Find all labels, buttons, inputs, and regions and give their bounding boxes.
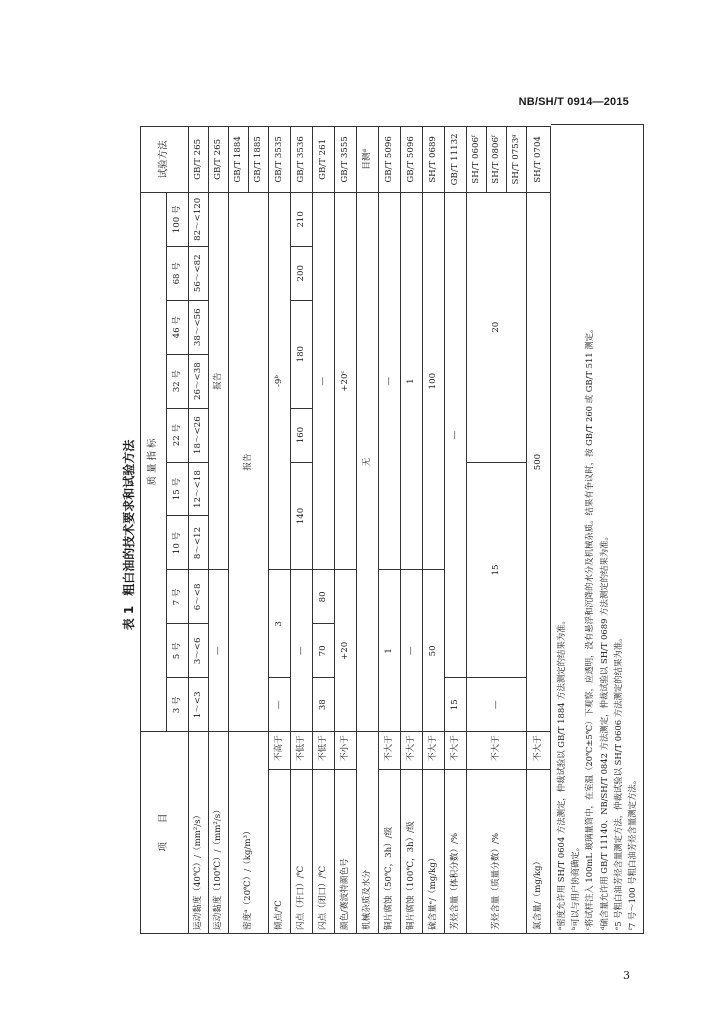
table-block [116,126,638,934]
table-cell: — [445,192,467,677]
table-cell: +20 [335,570,357,732]
row-label: 运动黏度（40℃）/（mm²/s） [189,732,209,934]
note: ᵃ密度允许用 SH/T 0604 方法测定，仲裁试验以 GB/T 1884 方法测定的结果为准。 [556,616,566,930]
rotated-table-area [116,126,638,934]
grade-header: 32 号 [167,354,189,408]
grade-header: 100 号 [167,192,189,246]
method-cell: GB/T 1885 [249,127,269,193]
method-cell: SH/T 0806ᶠ [487,127,507,193]
table-cell: 1 [379,570,401,732]
table-cell: 210 [291,192,313,246]
table-cell: 82～<120 [189,192,209,246]
table-cell: 报告 [209,192,229,570]
requirement: 不大于 [445,732,467,770]
table-cell: — [209,570,229,732]
table-row [291,127,313,934]
table-row [527,127,551,934]
table-cell: 500 [527,192,551,731]
table-cell: 50 [423,570,445,732]
row-label: 铜片腐蚀（50℃，3h）/级 [379,769,401,933]
row-label: 运动黏度（100℃）/（mm²/s） [209,732,229,934]
table-cell: 38 [313,678,335,732]
table-cell: 1～<3 [189,678,209,732]
requirement: 不小于 [335,732,357,770]
table-row [379,127,401,934]
method-cell: GB/T 1884 [229,127,249,193]
caption-title: 粗白油的技术要求和试验方法 [122,439,136,596]
table-cell: 160 [291,408,313,462]
grade-header: 10 号 [167,516,189,570]
note: ᵈ硫含量允许用 GB/T 11140、NB/SH/T 0842 方法测定，仲裁试验以 SH/T 0689 方法测定的结果为准。 [598,532,609,930]
table-cell: 80 [313,570,335,624]
method-cell: GB/T 261 [313,127,335,193]
table-cell: 180 [291,300,313,408]
spec-table [140,126,551,934]
table-cell: 70 [313,624,335,678]
requirement: 不大于 [401,732,423,770]
requirement: 不大于 [379,732,401,770]
requirement: 不高于 [269,732,291,770]
table-cell: — [401,570,423,732]
row-label: 芳烃含量（质量分数）/% [467,769,527,933]
table-row [313,127,335,934]
method-cell: GB/T 265 [209,127,229,193]
table-cell: 20 [467,192,527,462]
table-cell: — [291,570,313,732]
table-cell: 1 [401,192,423,570]
table-row [357,127,379,934]
requirement: 不低于 [313,732,335,770]
method-cell: GB/T 3536 [291,127,313,193]
table-cell: 140 [291,462,313,570]
table-cell: 3 [269,570,291,678]
table-row [467,127,487,934]
grade-header: 5 号 [167,624,189,678]
table-cell: 200 [291,246,313,300]
table-cell: 3～<6 [189,624,209,678]
table-row [269,127,291,934]
table-cell: 56～<82 [189,246,209,300]
table-cell: 26～<38 [189,354,209,408]
table-cell: -9ᵇ [269,192,291,570]
table-cell: 6～<8 [189,570,209,624]
grade-header: 7 号 [167,570,189,624]
table-row [423,127,445,934]
row-label: 闪点（开口）/℃ [291,769,313,933]
col-quality-header: 质 量 指 标 [141,192,167,731]
grade-header: 46 号 [167,300,189,354]
method-cell: GB/T 3535 [269,127,291,193]
table-caption [118,126,140,934]
requirement: 不大于 [423,732,445,770]
method-cell: GB/T 11132 [445,127,467,193]
caption-label: 表 1 [122,605,136,631]
table-cell: — [379,192,401,570]
grade-header: 68 号 [167,246,189,300]
table-cell: 15 [445,678,467,732]
table-cell: — [313,192,335,570]
table-cell: 18～<26 [189,408,209,462]
row-label: 铜片腐蚀（100℃，3h）/级 [401,769,423,933]
requirement: 不低于 [291,732,313,770]
row-label: 倾点/℃ [269,769,291,933]
row-label: 硫含量ᵉ/（mg/kg） [423,769,445,933]
row-label: 闪点（闭口）/℃ [313,769,335,933]
table-row [445,127,467,934]
table-notes [551,124,644,934]
table-cell: 15 [467,462,527,678]
grade-header: 15 号 [167,462,189,516]
table-cell: 8～<12 [189,516,209,570]
table-cell: +20ᶜ [335,192,357,570]
table-row [335,127,357,934]
method-cell: 目测ᵈ [357,127,379,193]
method-cell: SH/T 0753ᵍ [507,127,527,193]
method-cell: GB/T 265 [189,127,209,193]
note: ᵉ5 号粗白油芳烃含量测定方法，仲裁试验以 SH/T 0606 方法测定的结果为准。 [612,633,623,930]
table-row [189,127,209,934]
method-cell: GB/T 5096 [379,127,401,193]
table-cell: 100 [423,192,445,570]
table-cell: 报告 [229,192,269,731]
method-cell: SH/T 0704 [527,127,551,193]
requirement: 不大于 [527,732,551,770]
table-cell: — [467,678,527,732]
page-number: 3 [623,969,630,982]
row-label: 密度ᵃ（20℃）/（kg/m³） [229,732,269,934]
col-item-header: 项 目 [141,732,189,934]
note: ᵇ可以与用户协商确定。 [570,842,581,930]
grade-header: 22 号 [167,408,189,462]
table-row [401,127,423,934]
method-cell: GB/T 3555 [335,127,357,193]
note: ᶠ7 号～100 号粗白油芳烃含量测定方法。 [627,775,638,930]
table-cell: 12～<18 [189,462,209,516]
row-label: 氮含量/（mg/kg） [527,769,551,933]
note: ᶜ将试样注入 100mL 玻璃量筒中，在室温（20℃±5℃）下观察，应透明，没有悬浮和沉降的水分及机械杂质。结果有争议时，按 GB/T 260 或 GB/T 511 测定。 [584,324,595,930]
method-cell: SH/T 0689 [423,127,445,193]
col-method-header: 试验方法 [141,127,189,193]
table-row [209,127,229,934]
table-row [229,127,249,934]
table-cell: 38～<56 [189,300,209,354]
table-cell: — [269,678,291,732]
table-cell: 无 [357,192,379,731]
method-cell: GB/T 5096 [401,127,423,193]
row-label: 颜色/赛波特颜色号 [335,769,357,933]
method-cell: SH/T 0606ᶠ [467,127,487,193]
header-row-1 [141,127,167,934]
requirement: 不大于 [467,732,527,770]
row-label: 机械杂质及水分 [357,732,379,934]
row-label: 芳烃含量（体积分数）/% [445,769,467,933]
grade-header: 3 号 [167,678,189,732]
standard-code: NB/SH/T 0914—2015 [518,96,629,108]
